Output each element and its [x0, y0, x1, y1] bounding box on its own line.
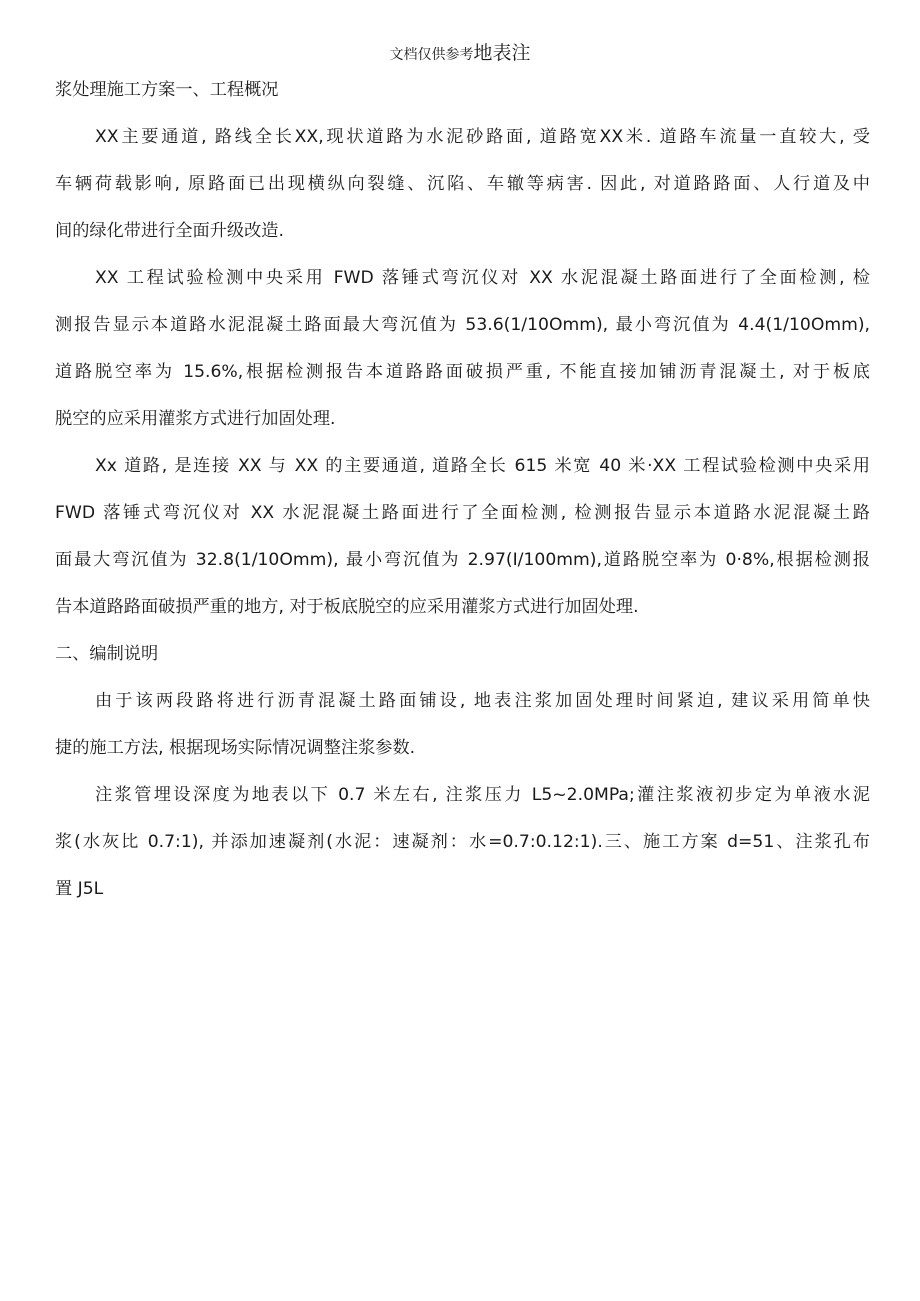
- header-title: 地表注: [473, 42, 531, 64]
- paragraph-line: XX主要通道, 路线全长XX,现状道路为水泥砂路面, 道路宽XX米. 道路车流量一直较大, 受: [95, 127, 870, 147]
- paragraph-inspection-1: [55, 262, 870, 436]
- paragraph-grouting: [55, 779, 870, 906]
- heading-line: 浆处理施工方案一、工程概况: [55, 80, 279, 100]
- paragraph-line: 间的绿化带进行全面升级改造.: [55, 221, 284, 241]
- paragraph-line: 置 J5L: [55, 879, 104, 899]
- document-body: [55, 74, 870, 906]
- paragraph-line: 浆(水灰比 0.7:1), 并添加速凝剂(水泥：速凝剂：水=0.7:0.12:1).三、施工方案 d=51、注浆孔布: [55, 832, 870, 852]
- paragraph-line: 测报告显示本道路水泥混凝土路面最大弯沉值为 53.6(1/10Omm), 最小弯沉值为 4.4(1/10Omm),: [55, 315, 870, 335]
- paragraph-line: FWD 落锤式弯沉仪对 XX 水泥混凝土路面进行了全面检测, 检测报告显示本道路水泥混凝土路: [55, 503, 870, 523]
- paragraph-line: 面最大弯沉值为 32.8(1/10Omm), 最小弯沉值为 2.97(I/100mm),道路脱空率为 0·8%,根据检测报: [55, 550, 870, 570]
- paragraph-overview: [55, 121, 870, 248]
- paragraph-line: 车辆荷载影响, 原路面已出现横纵向裂缝、沉陷、车辙等病害. 因此, 对道路路面、人行道及中: [55, 174, 870, 194]
- paragraph-description: [55, 685, 870, 765]
- paragraph-line: Xx 道路, 是连接 XX 与 XX 的主要通道, 道路全长 615 米宽 40 米·XX 工程试验检测中央采用: [95, 456, 870, 476]
- header-note: 文档仅供参考: [389, 47, 474, 63]
- paragraph-line: 道路脱空率为 15.6%,根据检测报告本道路路面破损严重, 不能直接加铺沥青混凝土, 对于板底: [55, 362, 870, 382]
- paragraph-line: 捷的施工方法, 根据现场实际情况调整注浆参数.: [55, 738, 416, 758]
- paragraph-line: 告本道路路面破损严重的地方, 对于板底脱空的应采用灌浆方式进行加固处理.: [55, 597, 639, 617]
- page-header: [0, 40, 920, 68]
- paragraph-line: 注浆管埋设深度为地表以下 0.7 米左右, 注浆压力 L5~2.0MPa;灌注浆液初步定为单液水泥: [95, 785, 870, 805]
- section-heading: 二、编制说明: [55, 644, 159, 664]
- paragraph-inspection-2: [55, 450, 870, 624]
- paragraph-line: 由于该两段路将进行沥青混凝土路面铺设, 地表注浆加固处理时间紧迫, 建议采用简单快: [95, 691, 870, 711]
- paragraph-line: XX 工程试验检测中央采用 FWD 落锤式弯沉仪对 XX 水泥混凝土路面进行了全面检测, 检: [95, 268, 870, 288]
- paragraph-line: 脱空的应采用灌浆方式进行加固处理.: [55, 409, 336, 429]
